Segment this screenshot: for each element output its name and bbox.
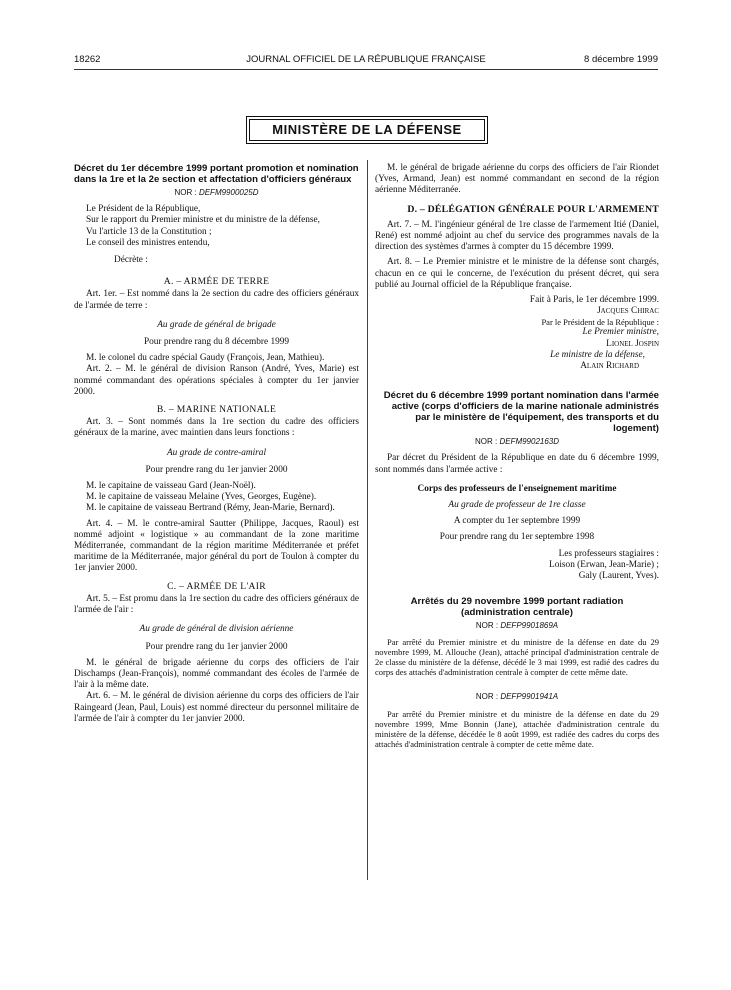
section-heading: A. – ARMÉE DE TERRE [163, 276, 270, 288]
nor-label: NOR : [475, 692, 499, 702]
rank-line: Pour prendre rang du 1er janvier 2000 [145, 641, 288, 652]
article: Art. 8. – Le Premier ministre et le ministre de la défense sont chargés, chacun en ce qui le concerne, de l'exécution du présent décret, qui sera publié au Journal officiel de la République française. [375, 257, 659, 290]
journal-title: JOURNAL OFFICIEL DE LA RÉPUBLIQUE FRANÇAISE [246, 54, 486, 65]
article: Art. 3. – Sont nommés dans la 1re section du cadre des officiers généraux de la marine, avec maintien dans leurs fonctions : [74, 417, 359, 439]
date-line: A compter du 1er septembre 1999 [453, 516, 581, 527]
paragraph: Les professeurs stagiaires : [558, 548, 659, 559]
nomination: M. le général de brigade aérienne du corps des officiers de l'air Dischamps (Jean-François), nommé commandant des écoles de l'armée de l'air à la même date. [74, 657, 359, 691]
grade-heading: Au grade de général de brigade [157, 319, 276, 330]
article: Art. 2. – M. le général de division Ranson (André, Yves, Marie) est nommé commandant des opérations spéciales à compter du 1er janvier 2000. [74, 364, 359, 397]
rank-line: Pour prendre rang du 8 décembre 1999 [143, 337, 290, 348]
nor-label: NOR : [174, 188, 197, 197]
paragraph: Par décret du Président de la République en date du 6 décembre 1999, sont nommés dans l'armée active : [375, 453, 659, 475]
article: Art. 7. – M. l'ingénieur général de 1re classe de l'armement Itié (Daniel, René) est nommé adjoint au chef du service des programmes navals de la direction des systèmes d'armes à compter du 15 décembre 1999. [375, 219, 659, 253]
left-column [74, 163, 359, 725]
header-rule [74, 69, 658, 70]
paragraph: Le conseil des ministres entendu, [86, 237, 210, 248]
decree-title: Décret du 6 décembre 1999 portant nomination dans l'armée active (corps d'officiers de la marine nationale administrés par le ministère de l'équipement, des transports et du logement) [383, 390, 659, 435]
paragraph: Par arrêté du Premier ministre et du ministre de la défense en date du 29 novembre 1999, M. Allouche (Jean), attaché principal d'administration centrale de 2e classe du ministère de la défense, décédé le 3 mai 1999, est radié des cadres du corps des attachés d'administration centrale à compter de cette même date. [375, 637, 659, 678]
nor-code: DEFP9901941A [500, 692, 559, 702]
signatory-name: Alain Richard [580, 361, 639, 372]
decree-title: Décret du 1er décembre 1999 portant promotion et nomination dans la 1re et la 2e section et affectation d'officiers généraux [74, 163, 359, 185]
right-column [375, 163, 659, 749]
nomination: M. le capitaine de vaisseau Gard (Jean-Noël). [86, 481, 256, 492]
nor-label: NOR : [475, 621, 499, 631]
page-header [74, 54, 658, 68]
article: Art. 1er. – Est nommé dans la 2e section du cadre des officiers généraux de l'armée de terre : [74, 289, 359, 311]
signature-date: Fait à Paris, le 1er décembre 1999. [529, 295, 659, 306]
paragraph: Le Président de la République, [86, 204, 201, 215]
issue-date: 8 décembre 1999 [584, 54, 658, 65]
article: Art. 4. – M. le contre-amiral Sautter (Philippe, Jacques, Raoul) est nommé adjoint « logistique » au commandant de la zone maritime Méditerranée, commandant de la région maritime Méditerranée et préfet maritime de la Méditerranée, major général du port de Toulon à compter du 1er janvier 2000. [74, 518, 359, 574]
section-heading: C. – ARMÉE DE L'AIR [167, 580, 266, 592]
nor-reference [74, 187, 359, 198]
signatory-name: Lionel Jospin [606, 338, 659, 349]
rank-line: Pour prendre rang du 1er janvier 2000 [145, 464, 288, 475]
signatory-president: Jacques Chirac [597, 306, 659, 317]
section-heading: D. – DÉLÉGATION GÉNÉRALE POUR L'ARMEMENT [407, 203, 659, 215]
signatory-title: Le ministre de la défense, [550, 349, 645, 360]
nomination: M. le colonel du cadre spécial Gaudy (François, Jean, Mathieu). [86, 353, 325, 364]
column-divider [367, 160, 368, 880]
nor-code: DEFM9900025D [198, 188, 259, 197]
nomination: Galy (Laurent, Yves). [578, 571, 659, 582]
grade-heading: Au grade de contre-amiral [166, 447, 267, 458]
nomination: Loison (Erwan, Jean-Marie) ; [549, 559, 659, 570]
signatory-title: Le Premier ministre, [582, 327, 659, 338]
grade-heading: Au grade de professeur de 1re classe [448, 500, 586, 511]
signature-intro: Par le Président de la République : [541, 317, 659, 328]
paragraph: Sur le rapport du Premier ministre et du ministre de la défense, [86, 215, 320, 226]
paragraph: Vu l'article 13 de la Constitution ; [86, 226, 212, 237]
nor-label: NOR : [474, 437, 498, 447]
decrete-label: Décrète : [114, 255, 148, 266]
section-heading: B. – MARINE NATIONALE [156, 404, 277, 416]
paragraph: Par arrêté du Premier ministre et du ministre de la défense en date du 29 novembre 1999, Mme Bonnin (Jane), attachée d'administration centrale du ministère de la défense, décédée le 8 août 1999, est radiée des cadres du corps des attachés d'administration centrale à compter de cette même date. [375, 708, 659, 749]
rank-line: Pour prendre rang du 1er septembre 1998 [439, 532, 595, 543]
nor-reference [375, 436, 659, 447]
page-number: 18262 [74, 54, 101, 65]
nomination: M. le capitaine de vaisseau Bertrand (Rémy, Jean-Marie, Bernard). [86, 503, 335, 514]
nor-reference [375, 620, 659, 631]
arrete-title: Arrêtés du 29 novembre 1999 portant radiation (administration centrale) [410, 596, 624, 619]
nor-reference [375, 691, 659, 702]
ministry-heading: MINISTÈRE DE LA DÉFENSE [246, 116, 488, 144]
article: Art. 6. – M. le général de division aérienne du corps des officiers de l'air Raingeard (Jean, Paul, Louis) est nommé directeur du personnel militaire de l'armée de l'air à compter du 1er janvier 2000. [74, 691, 359, 724]
nomination: M. le capitaine de vaisseau Melaine (Yves, Georges, Eugène). [86, 492, 317, 503]
grade-heading: Au grade de général de division aérienne [139, 624, 294, 635]
nor-code: DEFP9901869A [500, 621, 559, 631]
corps-heading: Corps des professeurs de l'enseignement maritime [417, 483, 617, 494]
nor-code: DEFM9902163D [499, 437, 560, 447]
article: Art. 5. – Est promu dans la 1re section du cadre des officiers généraux de l'armée de l'air : [74, 593, 359, 616]
nomination: M. le général de brigade aérienne du corps des officiers de l'air Riondet (Yves, Armand, Jean) est nommé commandant en second de la région aérienne Méditerranée. [375, 163, 659, 196]
